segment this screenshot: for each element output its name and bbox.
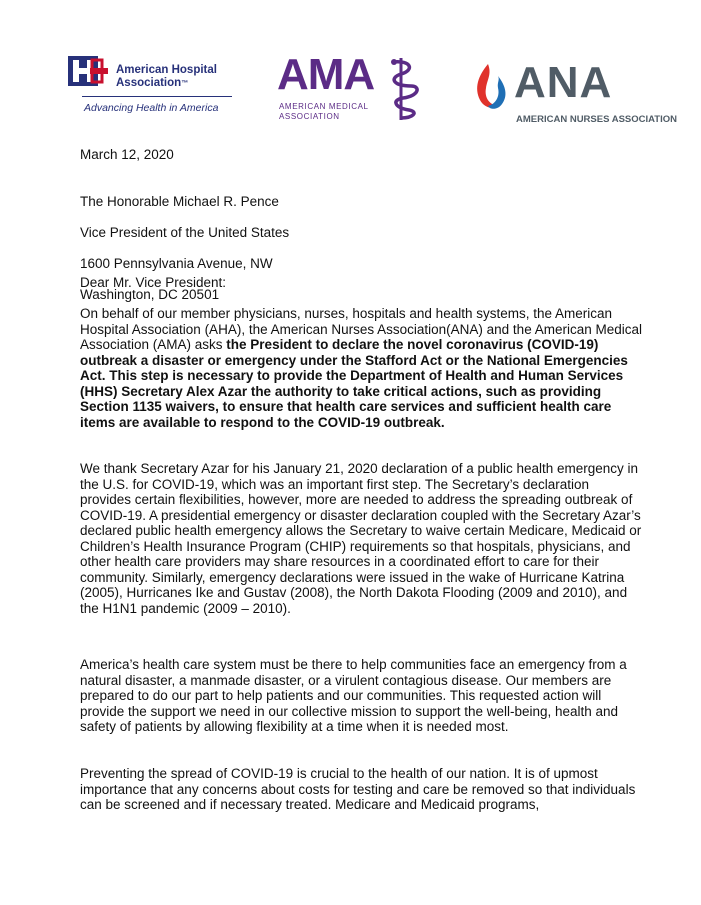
flame-icon: [474, 62, 508, 112]
salutation: Dear Mr. Vice President:: [80, 275, 227, 290]
aha-name: American Hospital Association™: [116, 64, 217, 89]
aha-tagline: Advancing Health in America: [84, 102, 219, 114]
paragraph-4: Preventing the spread of COVID-19 is crucial to the health of our nation. It is of upmost importance that any concerns about costs for testing and care be removed so that individuals can be screened and if necessary treated. Medicare and Medicaid programs,: [80, 766, 636, 812]
paragraph-1: On behalf of our member physicians, nurses, hospitals and health systems, the American Hospital Association (AHA), the American Nurses Association(ANA) and the American Medical Association (AMA) asks the President to declare the novel coronavirus (COVID-19) outbreak a disaster or emergency under the Stafford Act or the National Emergencies Act. This step is necessary to provide the Department of Health and Human Services (HHS) Secretary Alex Azar the authority to take critical actions, such as providing Section 1135 waivers, to ensure that health care services and sufficient health care items are available to respond to the COVID-19 outbreak.: [80, 306, 642, 430]
letter-date: March 12, 2020: [80, 147, 174, 162]
paragraph-2: We thank Secretary Azar for his January 21, 2020 declaration of a public health emergency in the U.S. for COVID-19, which was an important first step. The Secretary’s declaration provides certain flexibilities, however, more are needed to address the spreading outbreak of COVID-19. A presidential emergency or disaster declaration coupled with the Secretary Azar’s declared public health emergency allows the Secretary to waive certain Medicare, Medicaid or Children’s Health Insurance Program (CHIP) requirements so that hospitals, physicians, and other health care providers may share resources in a coordinated effort to care for their community. Similarly, emergency declarations were issued in the wake of Hurricane Katrina (2005), Hurricanes Ike and Gustav (2008), the North Dakota Flooding (2009 and 2010), and the H1N1 pandemic (2009 – 2010).: [80, 461, 642, 616]
aha-h-icon: [68, 56, 110, 90]
address-line: Washington, DC 20501: [80, 286, 220, 302]
address-line: 1600 Pennsylvania Avenue, NW: [80, 255, 273, 271]
paragraph-3: America’s health care system must be there to help communities face an emergency from a natural disaster, a manmade disaster, or a virulent contagious disease. Our members are prepared to do our part to help patients and our communities. This requested action will provide the support we need in our collective mission to support the well-being, health and safety of patients by allowing flexibility at a time when it is needed most.: [80, 657, 627, 734]
ana-subtitle: AMERICAN NURSES ASSOCIATION: [516, 114, 677, 125]
ama-logo: [277, 50, 427, 128]
ama-subtitle: AMERICAN MEDICAL ASSOCIATION: [279, 102, 369, 121]
address-line: The Honorable Michael R. Pence: [80, 193, 279, 209]
ama-letters: AMA: [277, 50, 375, 99]
ana-letters: ANA: [514, 58, 613, 107]
ana-logo: [474, 58, 677, 126]
paragraph-1-emphasis: the President to declare the novel coronavirus (COVID-19) outbreak a disaster or emergency under the Stafford Act or the National Emergencies Act. This step is necessary to provide the Department of Health and Human Services (HHS) Secretary Alex Azar the authority to take critical actions, such as providing Section 1135 waivers, to ensure that health care services and sufficient health care items are available to respond to the COVID-19 outbreak.: [80, 337, 628, 430]
staff-of-asclepius-icon: [389, 56, 425, 122]
recipient-address: [80, 178, 640, 318]
address-line: Vice President of the United States: [80, 224, 290, 240]
aha-logo: [68, 56, 234, 120]
aha-divider: [82, 96, 232, 97]
